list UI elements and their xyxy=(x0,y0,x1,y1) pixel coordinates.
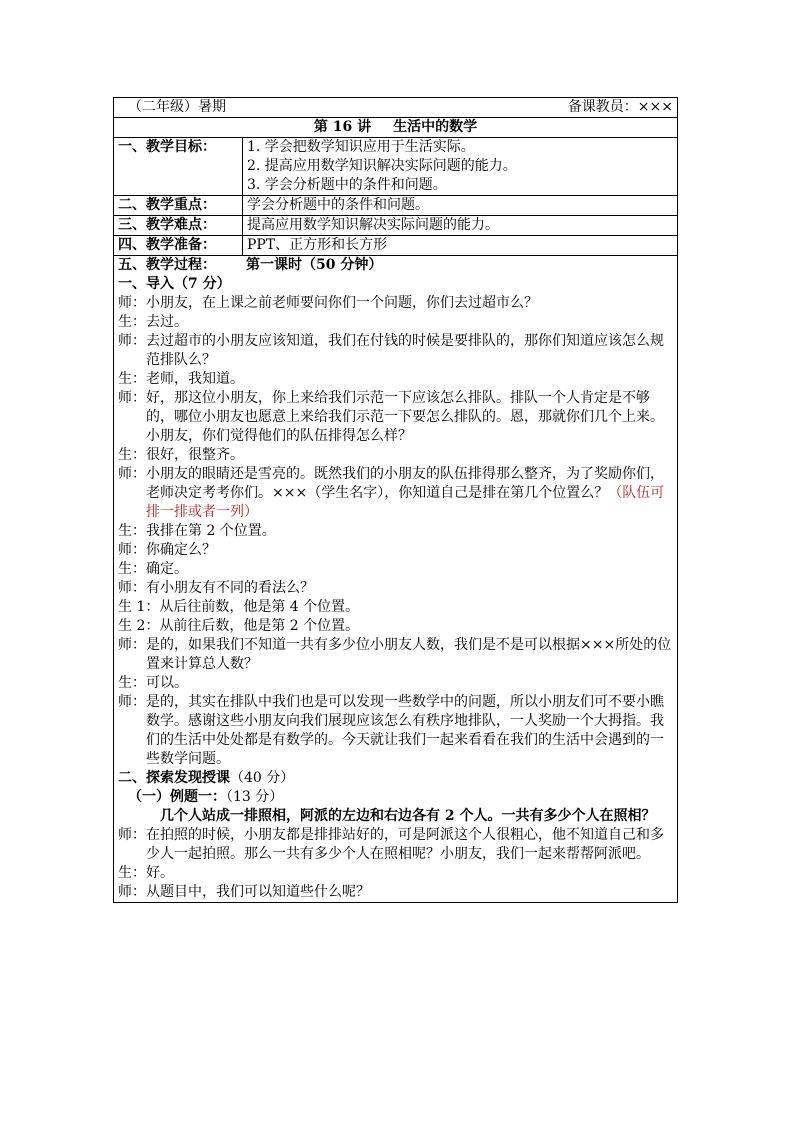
goals-label: 一、教学目标： xyxy=(114,138,243,196)
difficulty-label: 三、教学难点： xyxy=(114,216,243,236)
process-body xyxy=(114,256,678,903)
dialogue-line: 生：去过。 xyxy=(118,314,188,330)
difficulty-value: 提高应用数学知识解决实际问题的能力。 xyxy=(243,216,678,236)
example-one-time: （13 分） xyxy=(226,789,284,805)
dialogue-line: 师：你确定么？ xyxy=(118,542,216,558)
section-explore-title: 二、探索发现授课 xyxy=(118,770,230,786)
dialogue-line: 师：在拍照的时候，小朋友都是排排站好的，可是阿派这个人很粗心，他不知道自己和多少人一起拍照。那么一共有多少个人在照相呢？小朋友，我们一起来帮帮阿派吧。 xyxy=(118,827,664,862)
example-one-heading xyxy=(118,788,673,807)
prep-value: PPT、正方形和长方形 xyxy=(243,236,678,256)
lesson-title: 生活中的数学 xyxy=(393,119,478,135)
dialogue-line: 生：很好，很整齐。 xyxy=(118,447,244,463)
prep-row xyxy=(114,236,678,256)
header-row xyxy=(114,98,678,118)
section-intro-heading: 一、导入（7 分） xyxy=(118,276,231,292)
teacher-name: 备课教员：××× xyxy=(567,99,674,115)
lesson-plan-table xyxy=(113,97,678,903)
dialogue-line xyxy=(118,465,673,522)
dialogue-line: 师：好，那这位小朋友，你上来给我们示范一下应该怎么排队。排队一个人肯定是不够的，哪位小朋友也愿意上来给我们示范一下要怎么排队的。恩，那就你们几个上来。小朋友，你们觉得他们的队伍排得怎么样？ xyxy=(118,390,664,444)
difficulty-row xyxy=(114,216,678,236)
dialogue-line: 生 2：从前往后数，他是第 2 个位置。 xyxy=(118,618,360,634)
goal-item: 2. 提高应用数学知识解决实际问题的能力。 xyxy=(247,158,517,174)
dialogue-line: 师：去过超市的小朋友应该知道，我们在付钱的时候是要排队的，那你们知道应该怎么规范排队么？ xyxy=(118,333,664,368)
dialogue-line: 生：确定。 xyxy=(118,561,188,577)
lesson-number: 第 16 讲 xyxy=(313,119,372,135)
process-row xyxy=(114,256,678,903)
goal-item: 3. 学会分析题中的条件和问题。 xyxy=(247,177,447,193)
example-one-problem: 几个人站成一排照相，阿派的左边和右边各有 2 个人。一共有多少个人在照相？ xyxy=(160,808,656,824)
dialogue-line: 生：我排在第 2 个位置。 xyxy=(118,523,276,539)
lesson-plan-page xyxy=(113,97,677,903)
queue-note: （队伍可排一排或者一列） xyxy=(146,485,665,520)
dialogue-line: 师：是的，其实在排队中我们也是可以发现一些数学中的问题，所以小朋友们可不要小瞧数学。感谢这些小朋友向我们展现应该怎么有秩序地排队，一人奖励一个大拇指。我们的生活中处处都是有数学的。今天就让我们一起来看看在我们的生活中会遇到的一些数学问题。 xyxy=(118,694,664,767)
dialogue-line: 生：好。 xyxy=(118,865,174,881)
goals-row xyxy=(114,138,678,196)
key-point-label: 二、教学重点： xyxy=(114,196,243,216)
goal-item: 1. 学会把数学知识应用于生活实际。 xyxy=(247,139,475,155)
dialogue-line: 师：从题目中，我们可以知道些什么呢？ xyxy=(118,884,370,900)
dialogue-line: 生：老师，我知道。 xyxy=(118,371,244,387)
grade-term: （二年级）暑期 xyxy=(128,99,226,115)
section-explore-heading xyxy=(118,769,673,788)
title-row xyxy=(114,118,678,138)
example-one-title: （一）例题一： xyxy=(128,789,226,805)
prep-label: 四、教学准备： xyxy=(114,236,243,256)
dialogue-line: 生：可以。 xyxy=(118,675,188,691)
dialogue-line: 师：小朋友，在上课之前老师要问你们一个问题，你们去过超市么？ xyxy=(118,295,538,311)
dialogue-line: 师：有小朋友有不同的看法么？ xyxy=(118,580,314,596)
key-point-value: 学会分析题中的条件和问题。 xyxy=(243,196,678,216)
teacher-praise-text: 师：小朋友的眼睛还是雪亮的。既然我们的小朋友的队伍排得那么整齐，为了奖励你们，老师决定考考你们。×××（学生名字），你知道自己是排在第几个位置么？ xyxy=(118,466,664,501)
key-point-row xyxy=(114,196,678,216)
class-period: 第一课时（50 分钟） xyxy=(246,257,383,273)
dialogue-line: 师：是的，如果我们不知道一共有多少位小朋友人数，我们是不是可以根据×××所处的位置来计算总人数？ xyxy=(118,637,672,672)
process-label: 五、教学过程： xyxy=(118,257,216,273)
section-explore-time: （40 分） xyxy=(230,770,295,786)
dialogue-line: 生 1：从后往前数，他是第 4 个位置。 xyxy=(118,599,360,615)
